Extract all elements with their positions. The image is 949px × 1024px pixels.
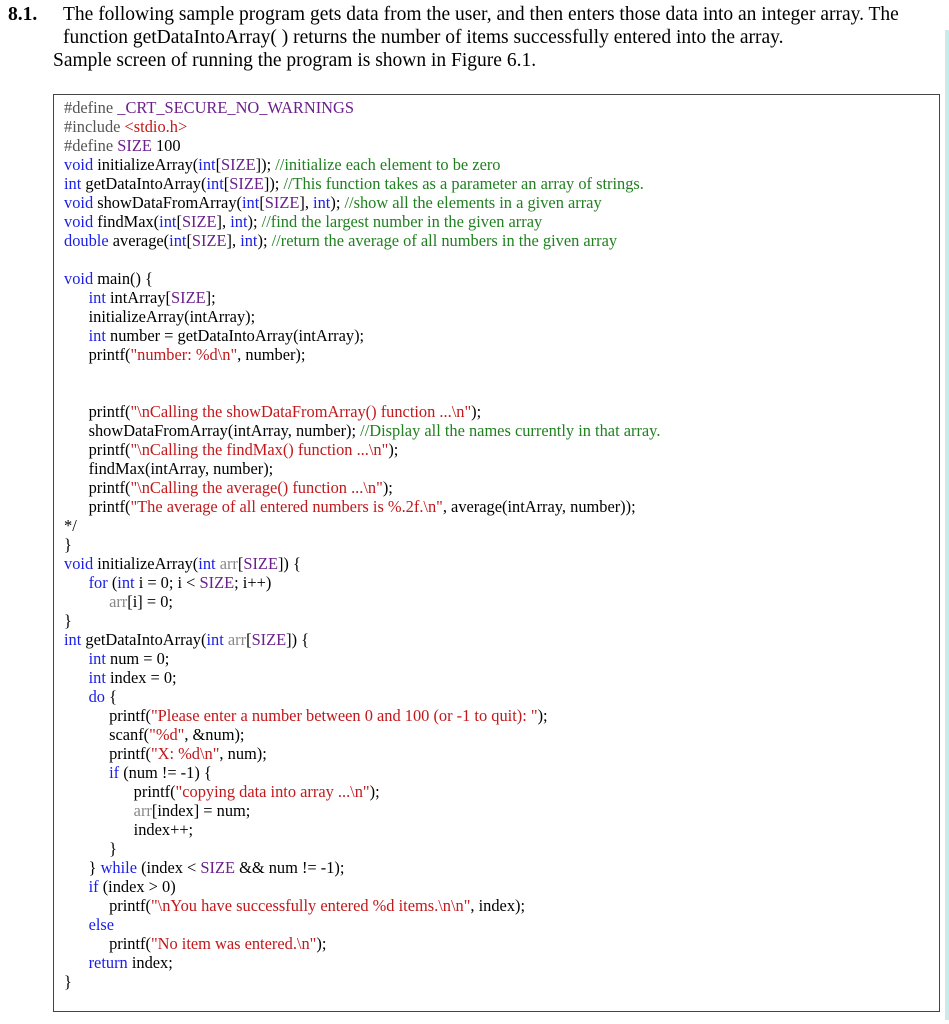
code-token bbox=[64, 687, 89, 706]
code-line bbox=[64, 98, 354, 117]
code-token: ], bbox=[216, 212, 231, 231]
code-token: (index < bbox=[136, 858, 201, 877]
code-token: printf( bbox=[64, 744, 151, 763]
problem-number: 8.1. bbox=[8, 4, 38, 25]
code-token bbox=[64, 763, 109, 782]
code-token: , num); bbox=[219, 744, 267, 763]
code-token: void bbox=[64, 212, 94, 231]
code-token: int bbox=[159, 212, 177, 231]
code-token: "The average of all entered numbers is %.2f.\n" bbox=[130, 497, 443, 516]
code-token: ]; bbox=[205, 288, 216, 307]
code-token: //This function takes as a parameter an array of strings. bbox=[283, 174, 644, 193]
code-token: SIZE bbox=[200, 858, 236, 877]
code-token: ], bbox=[299, 193, 314, 212]
code-token bbox=[64, 801, 134, 820]
code-token: printf( bbox=[64, 345, 131, 364]
code-line bbox=[64, 117, 187, 136]
code-token: ]) { bbox=[286, 630, 310, 649]
code-line bbox=[64, 231, 617, 250]
code-token: int bbox=[198, 554, 216, 573]
code-token: "Please enter a number between 0 and 100 (or -1 to quit): " bbox=[150, 706, 538, 725]
code-token: printf( bbox=[64, 497, 131, 516]
page-edge-strip bbox=[945, 30, 949, 1020]
code-token: index = 0; bbox=[105, 668, 177, 687]
code-token: } bbox=[64, 858, 101, 877]
code-token: int bbox=[64, 630, 82, 649]
code-token: int bbox=[88, 326, 106, 345]
code-token: index++; bbox=[64, 820, 194, 839]
code-token: else bbox=[88, 915, 115, 934]
code-token: 100 bbox=[151, 136, 181, 155]
code-token: } bbox=[64, 972, 72, 991]
code-line bbox=[64, 687, 117, 706]
code-token: #define bbox=[64, 136, 118, 155]
code-line bbox=[64, 345, 305, 364]
code-token: arr bbox=[133, 801, 152, 820]
code-token: showDataFromArray(intArray, number); bbox=[64, 421, 361, 440]
code-token bbox=[64, 649, 89, 668]
code-token: [ bbox=[246, 630, 252, 649]
code-line bbox=[64, 516, 77, 535]
code-token: ); bbox=[471, 402, 482, 421]
code-token: int bbox=[88, 668, 106, 687]
code-token: SIZE bbox=[243, 554, 278, 573]
code-line bbox=[64, 402, 481, 421]
code-token: ); bbox=[316, 934, 327, 953]
problem-line-2: function getDataIntoArray( ) returns the number of items successfully entered into the array. bbox=[63, 27, 784, 48]
code-token: //Display all the names currently in that array. bbox=[360, 421, 661, 440]
code-token: //find the largest number in the given array bbox=[261, 212, 543, 231]
code-token: printf( bbox=[64, 706, 151, 725]
code-line bbox=[64, 858, 344, 877]
code-token: ); bbox=[369, 782, 380, 801]
code-token: SIZE bbox=[221, 155, 256, 174]
code-token: SIZE bbox=[171, 288, 206, 307]
code-token: findMax(intArray, number); bbox=[64, 459, 274, 478]
code-token bbox=[64, 326, 89, 345]
code-token: [ bbox=[237, 554, 244, 573]
code-token: , index); bbox=[470, 896, 526, 915]
code-token: while bbox=[100, 858, 137, 877]
code-token: int bbox=[206, 174, 224, 193]
code-line bbox=[64, 611, 72, 630]
code-token: ]) { bbox=[277, 554, 301, 573]
code-line bbox=[64, 212, 542, 231]
code-token: if bbox=[109, 763, 120, 782]
code-token: int bbox=[230, 212, 248, 231]
code-token: #include bbox=[64, 117, 125, 136]
code-line bbox=[64, 934, 326, 953]
code-token: int bbox=[169, 231, 187, 250]
code-line bbox=[64, 877, 176, 896]
code-listing bbox=[53, 94, 940, 1012]
code-token: getDataIntoArray( bbox=[81, 630, 207, 649]
code-token: void bbox=[64, 269, 94, 288]
code-token bbox=[64, 915, 89, 934]
code-line bbox=[64, 136, 181, 155]
code-token: ]); bbox=[255, 155, 276, 174]
code-token: average( bbox=[108, 231, 170, 250]
code-token: printf( bbox=[64, 782, 176, 801]
code-token: [i] = 0; bbox=[127, 592, 173, 611]
code-line bbox=[64, 269, 153, 288]
code-token: { bbox=[104, 687, 117, 706]
code-line bbox=[64, 744, 267, 763]
code-token: //show all the elements in a given array bbox=[344, 193, 602, 212]
code-line bbox=[64, 459, 273, 478]
code-token: arr bbox=[109, 592, 128, 611]
code-token: ); bbox=[382, 478, 393, 497]
code-token: SIZE bbox=[251, 630, 287, 649]
code-line bbox=[64, 326, 364, 345]
code-token: "\nCalling the findMax() function ...\n" bbox=[130, 440, 389, 459]
code-token: [ bbox=[259, 193, 265, 212]
code-line bbox=[64, 573, 271, 592]
code-token: ); bbox=[388, 440, 399, 459]
code-token: int bbox=[198, 155, 216, 174]
code-token: scanf( bbox=[64, 725, 150, 744]
code-token: ); bbox=[537, 706, 548, 725]
code-token: && num != -1); bbox=[235, 858, 345, 877]
code-line bbox=[64, 592, 173, 611]
code-token bbox=[64, 953, 89, 972]
code-line bbox=[64, 630, 309, 649]
code-token: intArray[ bbox=[105, 288, 171, 307]
code-token: arr bbox=[227, 630, 247, 649]
code-token: ); bbox=[247, 212, 262, 231]
code-token: //initialize each element to be zero bbox=[275, 155, 501, 174]
code-token: } bbox=[64, 535, 72, 554]
code-token: int bbox=[64, 174, 82, 193]
problem-line-3: Sample screen of running the program is shown in Figure 6.1. bbox=[53, 50, 537, 71]
code-token: SIZE bbox=[181, 212, 217, 231]
code-token: ); bbox=[330, 193, 345, 212]
code-line bbox=[64, 421, 660, 440]
code-line bbox=[64, 193, 602, 212]
code-line bbox=[64, 668, 177, 687]
code-line bbox=[64, 497, 636, 516]
code-token: //return the average of all numbers in the given array bbox=[271, 231, 618, 250]
code-token: printf( bbox=[64, 402, 131, 421]
code-token: double bbox=[64, 231, 109, 250]
code-token: SIZE bbox=[264, 193, 300, 212]
code-line bbox=[64, 706, 548, 725]
code-line bbox=[64, 155, 501, 174]
code-token: "No item was entered.\n" bbox=[150, 934, 317, 953]
code-token: ], bbox=[226, 231, 241, 250]
code-line bbox=[64, 307, 255, 326]
code-token: [ bbox=[186, 231, 192, 250]
code-token: arr bbox=[219, 554, 238, 573]
code-token: ]); bbox=[263, 174, 284, 193]
code-token: int bbox=[242, 193, 260, 212]
code-token: void bbox=[64, 155, 94, 174]
code-token: int bbox=[313, 193, 331, 212]
code-token: _CRT_SECURE_NO_WARNINGS bbox=[117, 98, 354, 117]
code-line bbox=[64, 288, 216, 307]
code-token: */ bbox=[64, 516, 77, 535]
code-token: } bbox=[64, 839, 117, 858]
code-token: return bbox=[88, 953, 128, 972]
code-token: int bbox=[240, 231, 258, 250]
code-line bbox=[64, 440, 398, 459]
code-token: int bbox=[88, 288, 106, 307]
code-token: do bbox=[88, 687, 105, 706]
code-token: index; bbox=[127, 953, 173, 972]
code-line bbox=[64, 896, 525, 915]
code-token: findMax( bbox=[93, 212, 160, 231]
code-token: initializeArray(intArray); bbox=[64, 307, 256, 326]
code-token: (index > 0) bbox=[98, 877, 176, 896]
code-token: "\nYou have successfully entered %d items.\n\n" bbox=[150, 896, 471, 915]
code-line bbox=[64, 782, 380, 801]
code-token bbox=[64, 592, 109, 611]
code-line bbox=[64, 554, 301, 573]
code-line bbox=[64, 725, 244, 744]
code-token: "number: %d\n" bbox=[130, 345, 238, 364]
code-token bbox=[64, 877, 89, 896]
code-token: initializeArray( bbox=[93, 155, 199, 174]
code-token: void bbox=[64, 554, 94, 573]
code-token: "\nCalling the showDataFromArray() function ...\n" bbox=[130, 402, 472, 421]
code-token: } bbox=[64, 611, 72, 630]
code-token: [ bbox=[223, 174, 230, 193]
code-token: SIZE bbox=[191, 231, 227, 250]
code-token: "\nCalling the average() function ...\n" bbox=[130, 478, 383, 497]
code-token: num = 0; bbox=[105, 649, 170, 668]
code-token: printf( bbox=[64, 934, 151, 953]
code-token: SIZE bbox=[117, 136, 152, 155]
code-token bbox=[64, 573, 89, 592]
code-token: "%d" bbox=[149, 725, 185, 744]
code-line bbox=[64, 801, 250, 820]
code-token: SIZE bbox=[229, 174, 264, 193]
code-token: printf( bbox=[64, 478, 131, 497]
code-line bbox=[64, 478, 393, 497]
code-token: [ bbox=[215, 155, 222, 174]
code-token: SIZE bbox=[199, 573, 235, 592]
code-token: printf( bbox=[64, 896, 151, 915]
code-line bbox=[64, 649, 169, 668]
code-token: ); bbox=[257, 231, 272, 250]
code-token: ; i++) bbox=[234, 573, 272, 592]
code-token: int bbox=[206, 630, 224, 649]
code-token: "copying data into array ...\n" bbox=[175, 782, 370, 801]
code-token: showDataFromArray( bbox=[93, 193, 242, 212]
code-token: #define bbox=[64, 98, 118, 117]
code-line bbox=[64, 174, 644, 193]
problem-line-1: The following sample program gets data from the user, and then enters those data into an integer array. The bbox=[63, 4, 899, 25]
code-token: number = getDataIntoArray(intArray); bbox=[105, 326, 365, 345]
code-token: int bbox=[88, 649, 106, 668]
code-token bbox=[64, 668, 89, 687]
code-line bbox=[64, 953, 173, 972]
code-line bbox=[64, 839, 117, 858]
code-token: ( bbox=[107, 573, 118, 592]
code-line bbox=[64, 763, 212, 782]
code-token: <stdio.h> bbox=[124, 117, 188, 136]
code-token: "X: %d\n" bbox=[150, 744, 220, 763]
code-line bbox=[64, 535, 72, 554]
code-line bbox=[64, 915, 114, 934]
code-line bbox=[64, 972, 72, 991]
code-token: void bbox=[64, 193, 94, 212]
code-token: , average(intArray, number)); bbox=[442, 497, 636, 516]
code-token: for bbox=[88, 573, 108, 592]
code-token: int bbox=[117, 573, 135, 592]
code-line bbox=[64, 820, 193, 839]
code-token: printf( bbox=[64, 440, 131, 459]
code-token: , number); bbox=[237, 345, 306, 364]
code-token: , &num); bbox=[184, 725, 245, 744]
code-token: main() { bbox=[93, 269, 153, 288]
code-token: i = 0; i < bbox=[134, 573, 200, 592]
code-token: initializeArray( bbox=[93, 554, 199, 573]
code-token: [index] = num; bbox=[151, 801, 251, 820]
code-token: if bbox=[88, 877, 99, 896]
code-token bbox=[64, 288, 89, 307]
code-token: (num != -1) { bbox=[119, 763, 212, 782]
code-token: [ bbox=[176, 212, 182, 231]
code-token: getDataIntoArray( bbox=[81, 174, 207, 193]
